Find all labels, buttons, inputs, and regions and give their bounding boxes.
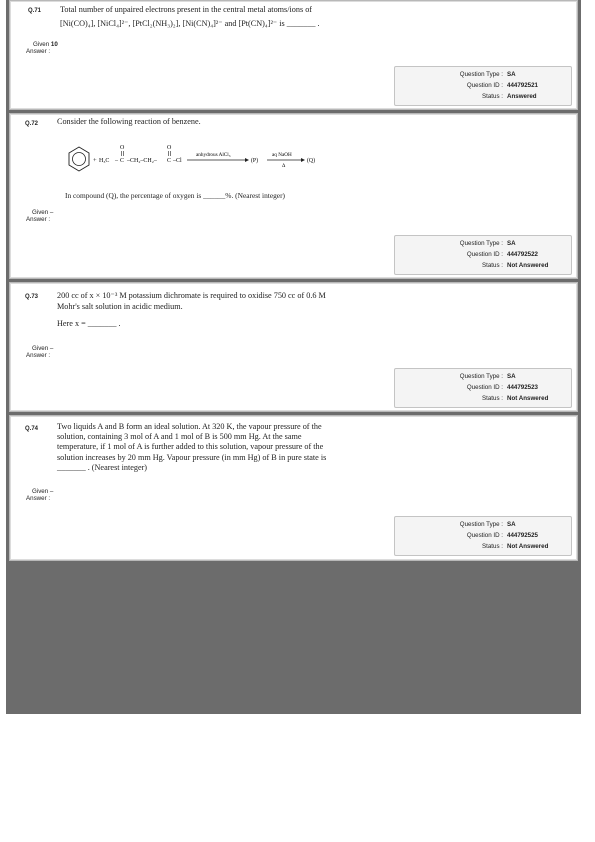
question-line: _______ . (Nearest integer)	[57, 462, 148, 472]
status-label: Status :	[482, 93, 503, 100]
status-label: Status :	[482, 543, 503, 550]
status-value: Not Answered	[507, 395, 549, 402]
type-value: SA	[507, 373, 516, 380]
acyl-chloride: –Cl	[173, 158, 182, 164]
question-line: solution increases by 20 mm Hg. Vapour pressure (in mm Hg) of B in pure state is	[57, 452, 327, 462]
question-text	[60, 5, 320, 29]
heat-symbol: Δ	[282, 163, 286, 169]
svg-text:C: C	[167, 158, 172, 164]
id-value: 444792521	[507, 82, 538, 89]
id-value: 444792525	[507, 532, 538, 539]
reagent-naoh: aq NaOH	[272, 152, 292, 158]
question-text: Consider the following reaction of benzene.	[57, 117, 201, 126]
question-line: temperature, if 1 mol of A is further added to this solution, vapour pressure of the	[57, 442, 324, 452]
question-card-72	[9, 113, 578, 279]
answer-label: Answer :	[26, 495, 51, 502]
id-value: 444792522	[507, 251, 538, 258]
status-label: Status :	[482, 395, 503, 402]
methylene-chain: –CH₂–CH₂–	[127, 158, 157, 164]
question-line: 200 cc of x × 10⁻³ M potassium dichromate is required to oxidise 750 cc of 0.6 M	[57, 291, 326, 300]
product-p: (P)	[251, 158, 259, 164]
question-info-box	[394, 368, 572, 408]
question-info-box	[394, 235, 572, 275]
question-number: Q.73	[25, 294, 39, 300]
carbonyl-oxygen: O	[167, 145, 172, 151]
question-line: Two liquids A and B form an ideal solution. At 320 K, the vapour pressure of the	[57, 422, 322, 431]
answer-label: Answer :	[26, 216, 51, 223]
product-q: (Q)	[307, 158, 316, 164]
given-label: Given –	[32, 209, 54, 216]
status-value: Answered	[507, 93, 537, 100]
question-number: Q.72	[25, 121, 39, 127]
question-card-73	[9, 282, 578, 412]
status-value: Not Answered	[507, 543, 549, 550]
question-info-box	[394, 516, 572, 556]
question-number: Q.71	[28, 8, 42, 14]
question-text	[57, 291, 326, 330]
type-label: Question Type :	[459, 373, 503, 380]
type-value: SA	[507, 521, 516, 528]
id-value: 444792523	[507, 384, 538, 391]
given-value: 10	[50, 41, 58, 48]
question-info-box	[394, 66, 572, 106]
question-line: Total number of unpaired electrons present in the central metal atoms/ions of	[60, 5, 313, 14]
benzene-ring	[69, 147, 89, 171]
question-line: Mohr's salt solution in acidic medium.	[57, 301, 183, 311]
given-label: Given	[33, 41, 50, 48]
question-card-71	[9, 0, 578, 110]
given-field	[33, 41, 58, 48]
type-label: Question Type :	[459, 521, 503, 528]
question-line: Here x = _______ .	[57, 319, 121, 328]
id-label: Question ID :	[466, 82, 503, 89]
type-value: SA	[507, 71, 516, 78]
question-text	[57, 422, 326, 473]
status-value: Not Answered	[507, 262, 549, 269]
id-label: Question ID :	[466, 532, 503, 539]
svg-text:–: –	[115, 158, 118, 164]
answer-label: Answer :	[26, 352, 51, 359]
benzene-aromatic-circle	[73, 153, 86, 166]
given-label: Given –	[32, 345, 54, 352]
question-card-74	[9, 415, 578, 561]
question-text: In compound (Q), the percentage of oxygen is ______%. (Nearest integer)	[65, 191, 286, 200]
id-label: Question ID :	[466, 384, 503, 391]
status-label: Status :	[482, 262, 503, 269]
catalyst-label: anhydrous AlCl₃	[196, 152, 231, 158]
reaction-scheme	[55, 142, 395, 194]
type-label: Question Type :	[459, 240, 503, 247]
question-line: [Ni(CO)₄], [NiCl₄]²⁻, [PtCl₂(NH₃)₂], [Ni(CN)₄]²⁻ and [Pt(CN)₄]²⁻ is _______ .	[60, 18, 320, 28]
carbonyl-oxygen: O	[120, 145, 125, 151]
svg-text:+: +	[93, 157, 97, 164]
question-line: solution, containing 3 mol of A and 1 mol of B is 500 mm Hg. At the same	[57, 432, 302, 442]
id-label: Question ID :	[466, 251, 503, 258]
answer-label: Answer :	[26, 48, 51, 55]
type-label: Question Type :	[459, 71, 503, 78]
reagent-methyl: H₃C	[99, 158, 110, 164]
svg-text:C: C	[120, 158, 125, 164]
given-label: Given –	[32, 488, 54, 495]
question-number: Q.74	[25, 426, 39, 432]
type-value: SA	[507, 240, 516, 247]
